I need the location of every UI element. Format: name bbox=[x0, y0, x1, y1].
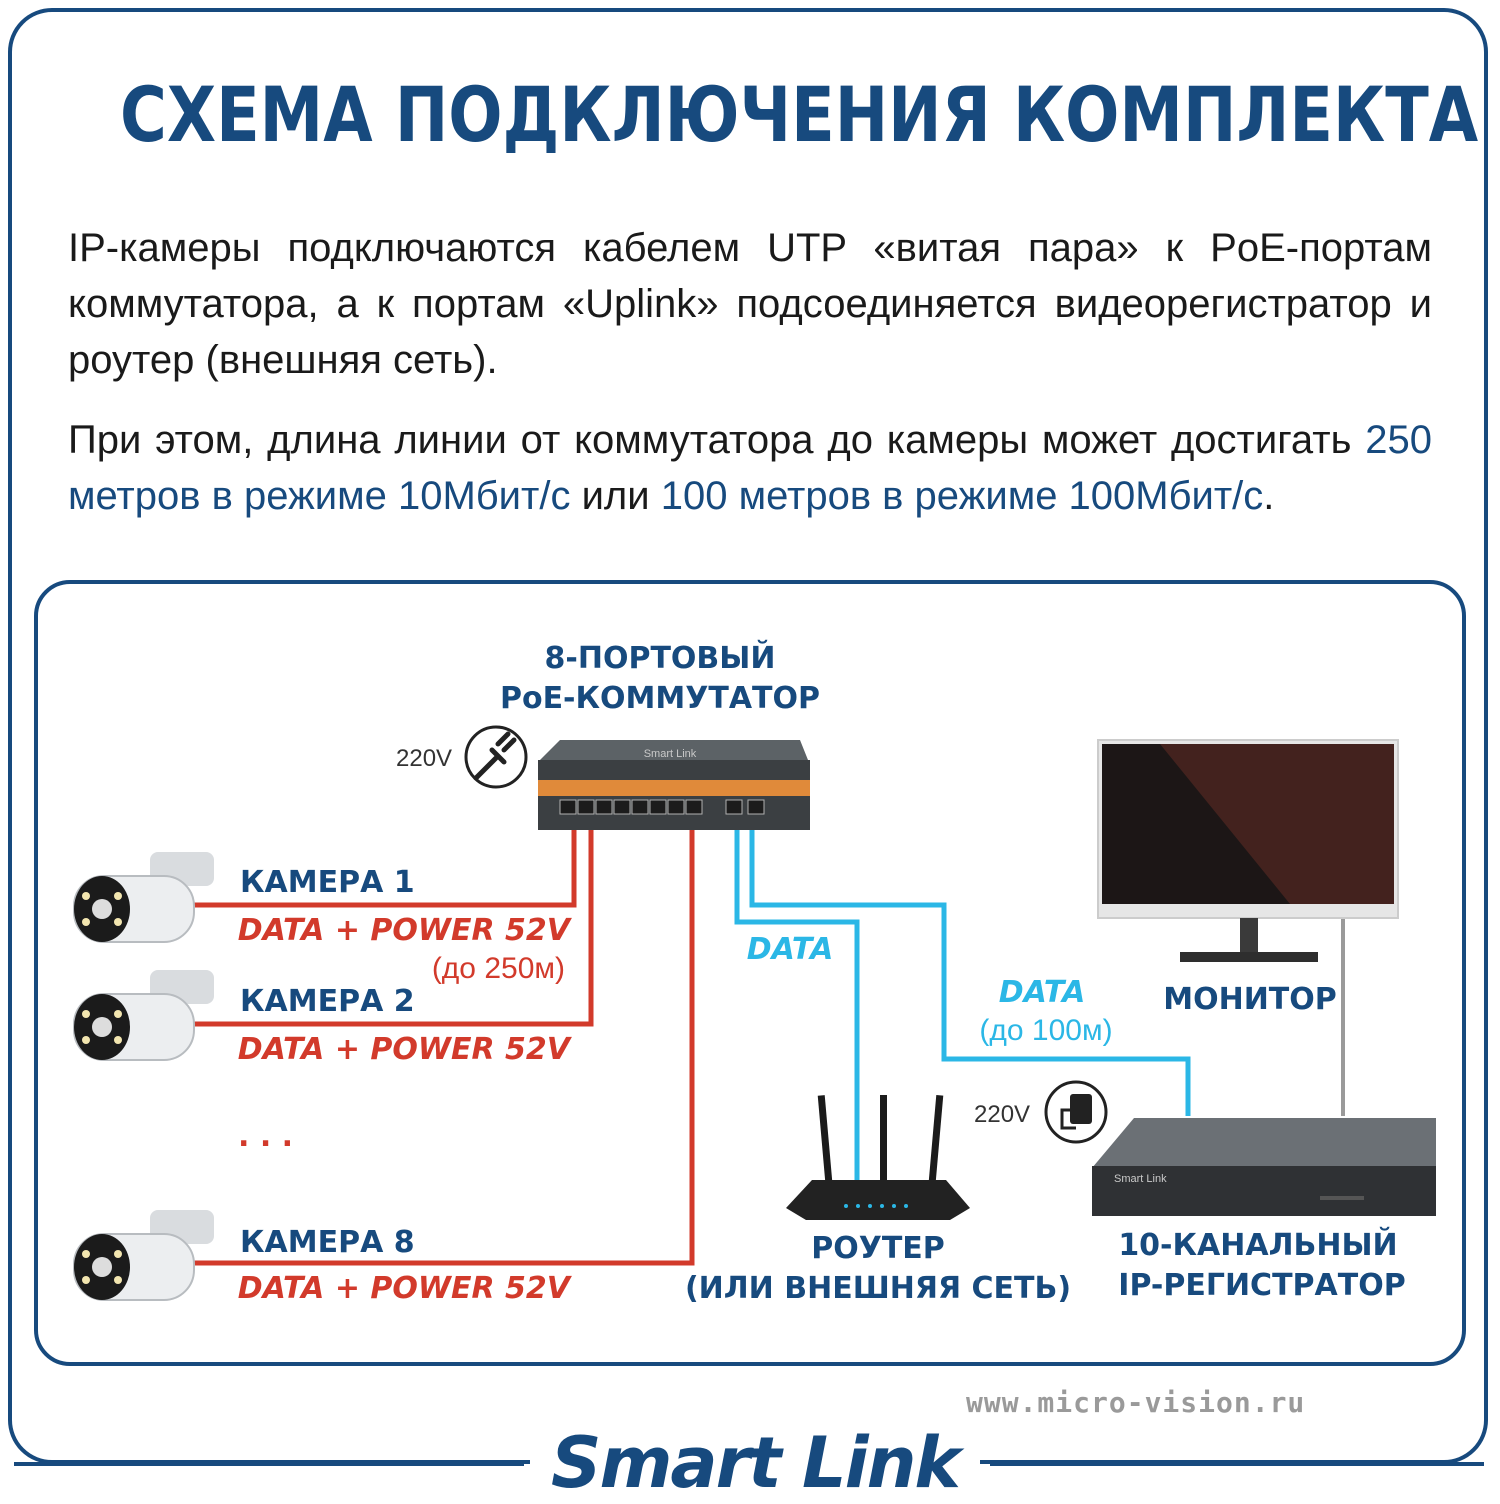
nvr-cable-label: DATA bbox=[998, 975, 1086, 1010]
router-label-line2: (ИЛИ ВНЕШНЯЯ СЕТЬ) bbox=[684, 1271, 1072, 1306]
camera-2-label: КАМЕРА 2 bbox=[240, 984, 415, 1019]
camera-1-cable-note: (до 250м) bbox=[431, 952, 565, 985]
nvr-icon bbox=[1092, 1118, 1436, 1216]
router-icon bbox=[786, 1095, 970, 1220]
brand-logo: Smart Link bbox=[530, 1422, 980, 1504]
cameras-ellipsis: . . . bbox=[238, 1119, 294, 1154]
camera-8-label: КАМЕРА 8 bbox=[240, 1225, 415, 1260]
router-label-line1: РОУТЕР bbox=[811, 1231, 945, 1266]
camera-1-icon bbox=[74, 852, 214, 942]
plug-icon bbox=[466, 727, 526, 787]
camera-2-icon bbox=[74, 970, 214, 1060]
camera-1-label: КАМЕРА 1 bbox=[240, 865, 415, 900]
monitor-icon bbox=[1098, 740, 1398, 962]
camera-2-cable-label: DATA + POWER 52V bbox=[237, 1032, 570, 1067]
range-text-1: При этом, длина линии от коммутатора до камеры может достигать bbox=[68, 418, 1366, 462]
adapter-icon bbox=[1046, 1082, 1106, 1142]
range-highlight-2: 100 метров в режиме 100Мбит/с bbox=[660, 474, 1264, 518]
range-highlight-1: 250 метров в режиме 10Мбит/с bbox=[68, 418, 1432, 518]
monitor-label: МОНИТОР bbox=[1163, 982, 1337, 1017]
camera-1-cable-label: DATA + POWER 52V bbox=[237, 913, 570, 948]
switch-label-line1: 8-ПОРТОВЫЙ bbox=[544, 641, 776, 676]
nvr-brand: Smart Link bbox=[1114, 1173, 1167, 1185]
switch-label-line2: PoE-КОММУТАТОР bbox=[499, 681, 821, 716]
switch-brand: Smart Link bbox=[643, 748, 697, 760]
footer-line-right bbox=[990, 1462, 1484, 1466]
camera-8-cable-label: DATA + POWER 52V bbox=[237, 1271, 570, 1306]
nvr-label-line1: 10-КАНАЛЬНЫЙ bbox=[1118, 1228, 1398, 1263]
router-cable-label: DATA bbox=[746, 932, 834, 967]
range-text-2: или bbox=[570, 474, 661, 518]
intro-paragraph: IP-камеры подключаются кабелем UTP «витая пара» к PoE-портам коммутатора, а к портам «Uplink» подсоединяется видеорегистратор и роутер (внешняя сеть). bbox=[68, 226, 1432, 382]
camera-8-icon bbox=[74, 1210, 214, 1300]
range-text-3: . bbox=[1263, 474, 1275, 518]
switch-power-label: 220V bbox=[396, 745, 453, 772]
nvr-label-line2: IP-РЕГИСТРАТОР bbox=[1118, 1268, 1406, 1303]
data-cable-router bbox=[737, 826, 857, 1180]
footer-line-left bbox=[14, 1462, 524, 1466]
nvr-cable-note: (до 100м) bbox=[979, 1014, 1113, 1047]
website-url: www.micro-vision.ru bbox=[966, 1386, 1306, 1419]
poe-switch bbox=[538, 740, 810, 830]
page-title: СХЕМА ПОДКЛЮЧЕНИЯ КОМПЛЕКТА bbox=[120, 70, 1479, 159]
nvr-power-label: 220V bbox=[974, 1101, 1031, 1128]
